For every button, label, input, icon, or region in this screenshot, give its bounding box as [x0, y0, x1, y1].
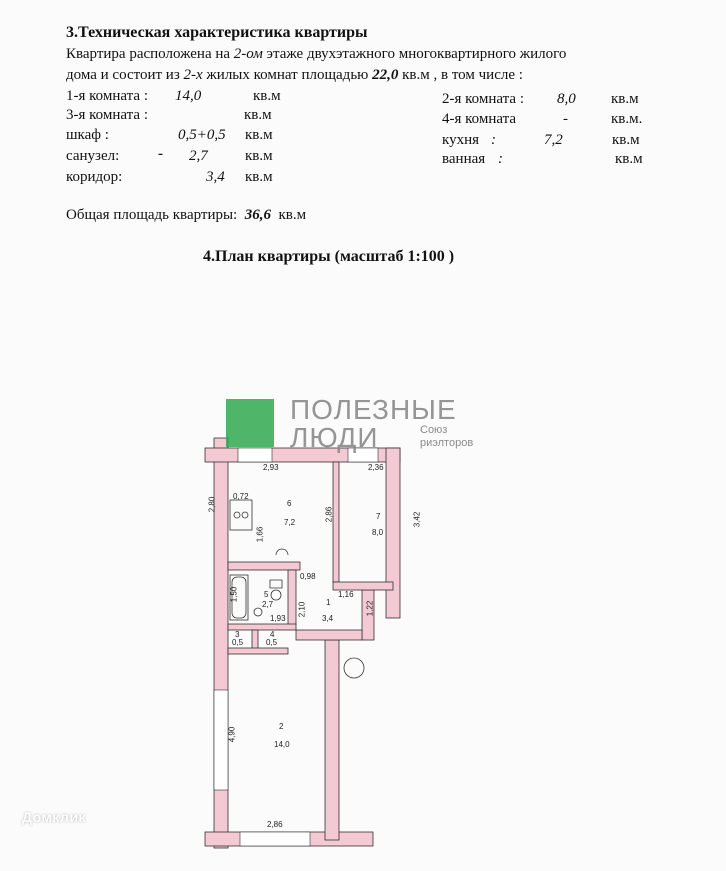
room1-value: 14,0	[175, 88, 202, 104]
room4-label: 4-я комната	[442, 111, 517, 127]
wc-dash: -	[158, 146, 163, 162]
room-6-area: 7,2	[284, 518, 296, 527]
corner-watermark: Домклик	[22, 809, 87, 825]
room2-label: 2-я комната :	[442, 91, 524, 107]
intro-line-1: Квартира расположена на 2-ом этаже двухэтажного многоквартирного жилого	[66, 46, 567, 62]
room-1-area: 3,4	[322, 614, 334, 623]
room-4-number: 4	[270, 630, 275, 639]
watermark-sub-2: риэлторов	[420, 437, 474, 449]
closet-label: шкаф :	[66, 127, 109, 143]
watermark-line-2: ЛЮДИ	[290, 422, 379, 453]
section-3-title: 3.Техническая характеристика квартиры	[66, 24, 368, 41]
dim-top-right: 2,36	[368, 463, 384, 472]
room-3-number: 3	[235, 630, 240, 639]
wc-label: санузел:	[66, 148, 120, 164]
room1-unit: кв.м	[253, 88, 281, 104]
room-3-area: 0,5	[232, 638, 244, 647]
room-1-number: 1	[326, 598, 331, 607]
dim-wc-side: 0,98	[300, 572, 316, 581]
room-5-area: 2,7	[262, 600, 274, 609]
dim-kitchen-niche: 0,72	[233, 492, 249, 501]
dim-kitchen-h: 1,66	[255, 526, 265, 543]
kitchen-unit: кв.м	[612, 132, 640, 148]
room-4-area: 0,5	[266, 638, 278, 647]
room-2-area: 14,0	[274, 740, 290, 749]
total-area: Общая площадь квартиры: 36,6 кв.м	[66, 207, 307, 223]
corridor-unit: кв.м	[245, 169, 273, 185]
dim-wc-h: 1,50	[229, 586, 239, 603]
watermark-line-1: ПОЛЕЗНЫЕ	[290, 394, 457, 425]
room-5-number: 5	[264, 590, 269, 599]
dim-top-left: 2,93	[263, 463, 279, 472]
room3-unit: кв.м	[244, 107, 272, 123]
wc-unit: кв.м	[245, 148, 273, 164]
closet-value: 0,5+0,5	[178, 127, 226, 143]
corridor-label: коридор:	[66, 169, 123, 185]
room2-unit: кв.м	[611, 91, 639, 107]
bath-colon: :	[498, 151, 503, 167]
watermark-logo-icon	[226, 399, 274, 447]
dim-room2-h: 4,90	[227, 726, 237, 743]
dim-room7-side: 3,42	[412, 511, 422, 528]
bath-label: ванная	[442, 151, 486, 167]
dim-right-small: 1,22	[365, 600, 375, 617]
dim-corr-h: 2,10	[297, 601, 307, 618]
room-2-number: 2	[279, 722, 284, 731]
dim-bottom: 2,86	[267, 820, 283, 829]
bath-unit: кв.м	[615, 151, 643, 167]
corridor-value: 3,4	[206, 169, 225, 185]
wc-value: 2,7	[189, 148, 208, 164]
windows	[214, 448, 381, 846]
room3-label: 3-я комната :	[66, 107, 148, 123]
watermark-sub-1: Союз	[420, 424, 448, 436]
kitchen-label: кухня	[442, 132, 480, 148]
room2-value: 8,0	[557, 91, 576, 107]
dim-room7-h: 2,86	[324, 506, 334, 523]
dim-wc-w: 1,93	[270, 614, 286, 623]
room-7-area: 8,0	[372, 528, 384, 537]
section-4-title: 4.План квартиры (масштаб 1:100 )	[203, 248, 455, 265]
room-6-number: 6	[287, 499, 292, 508]
room-7-number: 7	[376, 512, 381, 521]
room1-label: 1-я комната :	[66, 88, 148, 104]
kitchen-colon: :	[491, 132, 496, 148]
intro-line-2: дома и состоит из 2-х жилых комнат площадью 22,0 кв.м , в том числе :	[66, 67, 523, 83]
dim-left-top: 2,80	[207, 496, 217, 513]
closet-unit: кв.м	[245, 127, 273, 143]
kitchen-value: 7,2	[544, 132, 563, 148]
room4-unit: кв.м.	[611, 111, 643, 127]
room4-value: -	[563, 111, 568, 127]
dim-corr-w: 1,16	[338, 590, 354, 599]
